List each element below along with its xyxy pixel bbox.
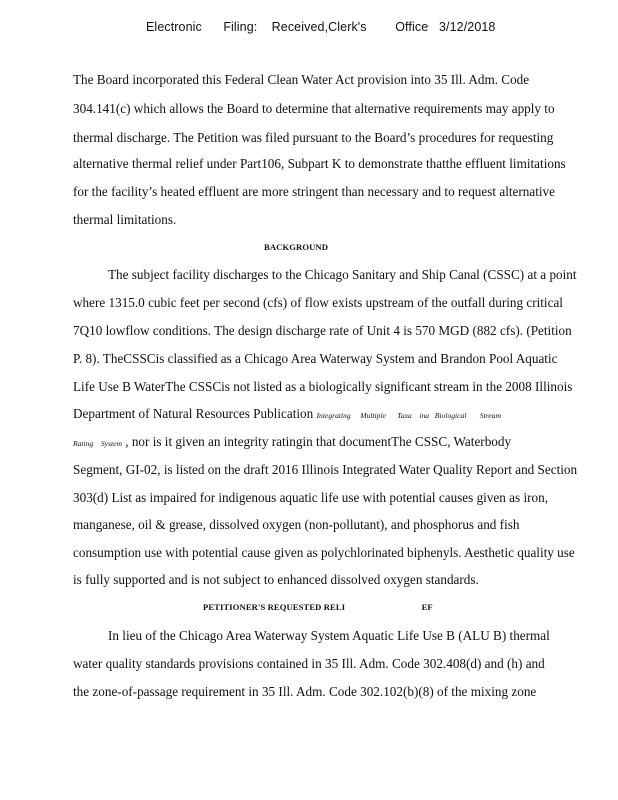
paragraph-line: Segment, GI-02, is listed on the draft 2016 Illinois Integrated Water Quality Report and Section	[73, 462, 578, 477]
paragraph-line: Life Use B WaterThe CSSCis not listed as a biologically significant stream in the 2008 Illinois	[73, 379, 573, 394]
paragraph-line: alternative thermal relief under Part106, Subpart K to demonstrate thatthe effluent limitations	[73, 156, 566, 171]
paragraph-line: In lieu of the Chicago Area Waterway System Aquatic Life Use B (ALU B) thermal	[108, 628, 550, 643]
paragraph-line: for the facility’s heated effluent are more stringent than necessary and to request alternative	[73, 184, 555, 199]
publication-title-part-1: Integrating Multiple Taxa ina Biological Stream	[316, 411, 501, 420]
paragraph-line: The subject facility discharges to the Chicago Sanitary and Ship Canal (CSSC) at a point	[108, 267, 577, 282]
paragraph-line-publication	[73, 407, 501, 420]
paragraph-line: 303(d) List as impaired for indigenous aquatic life use with potential causes given as iron,	[73, 490, 548, 505]
paragraph-line: where 1315.0 cubic feet per second (cfs) of flow exists upstream of the outfall during critical	[73, 295, 563, 310]
paragraph-line-publication-continued	[73, 435, 511, 448]
paragraph-line: water quality standards provisions contained in 35 Ill. Adm. Code 302.408(d) and (h) and	[73, 656, 545, 671]
paragraph-line: 304.141(c) which allows the Board to determine that alternative requirements may apply to	[73, 101, 555, 116]
paragraph-line: manganese, oil & grease, dissolved oxygen (non-pollutant), and phosphorus and fish	[73, 517, 520, 532]
paragraph-line: P. 8). TheCSSCis classified as a Chicago Area Waterway System and Brandon Pool Aquatic	[73, 351, 558, 366]
paragraph-line: The Board incorporated this Federal Clean Water Act provision into 35 Ill. Adm. Code	[73, 72, 530, 87]
publication-title-part-2: Rating System	[73, 439, 122, 448]
paragraph-line: consumption use with potential cause given as polychlorinated biphenyls. Aesthetic quality use	[73, 545, 575, 560]
paragraph-line: thermal discharge. The Petition was filed pursuant to the Board’s procedures for requesting	[73, 130, 554, 145]
paragraph-line: thermal limitations.	[73, 212, 177, 227]
paragraph-line: is fully supported and is not subject to enhanced dissolved oxygen standards.	[73, 572, 479, 587]
paragraph-line: 7Q10 lowflow conditions. The design discharge rate of Unit 4 is 570 MGD (882 cfs). (Petition	[73, 323, 572, 338]
section-heading-background: BACKGROUND	[264, 242, 329, 252]
paragraph-line: the zone-of-passage requirement in 35 Ill. Adm. Code 302.102(b)(8) of the mixing zone	[73, 684, 537, 699]
publication-lead-text: Department of Natural Resources Publication	[73, 406, 314, 421]
section-heading-requested-relief: PETITIONER'S REQUESTED RELI EF	[203, 602, 433, 612]
publication-trailing-text: , nor is it given an integrity ratingin that documentThe CSSC, Waterbody	[125, 434, 512, 449]
efiling-stamp-header: Electronic Filing: Received,Clerk's Office 3/12/2018	[146, 20, 496, 34]
